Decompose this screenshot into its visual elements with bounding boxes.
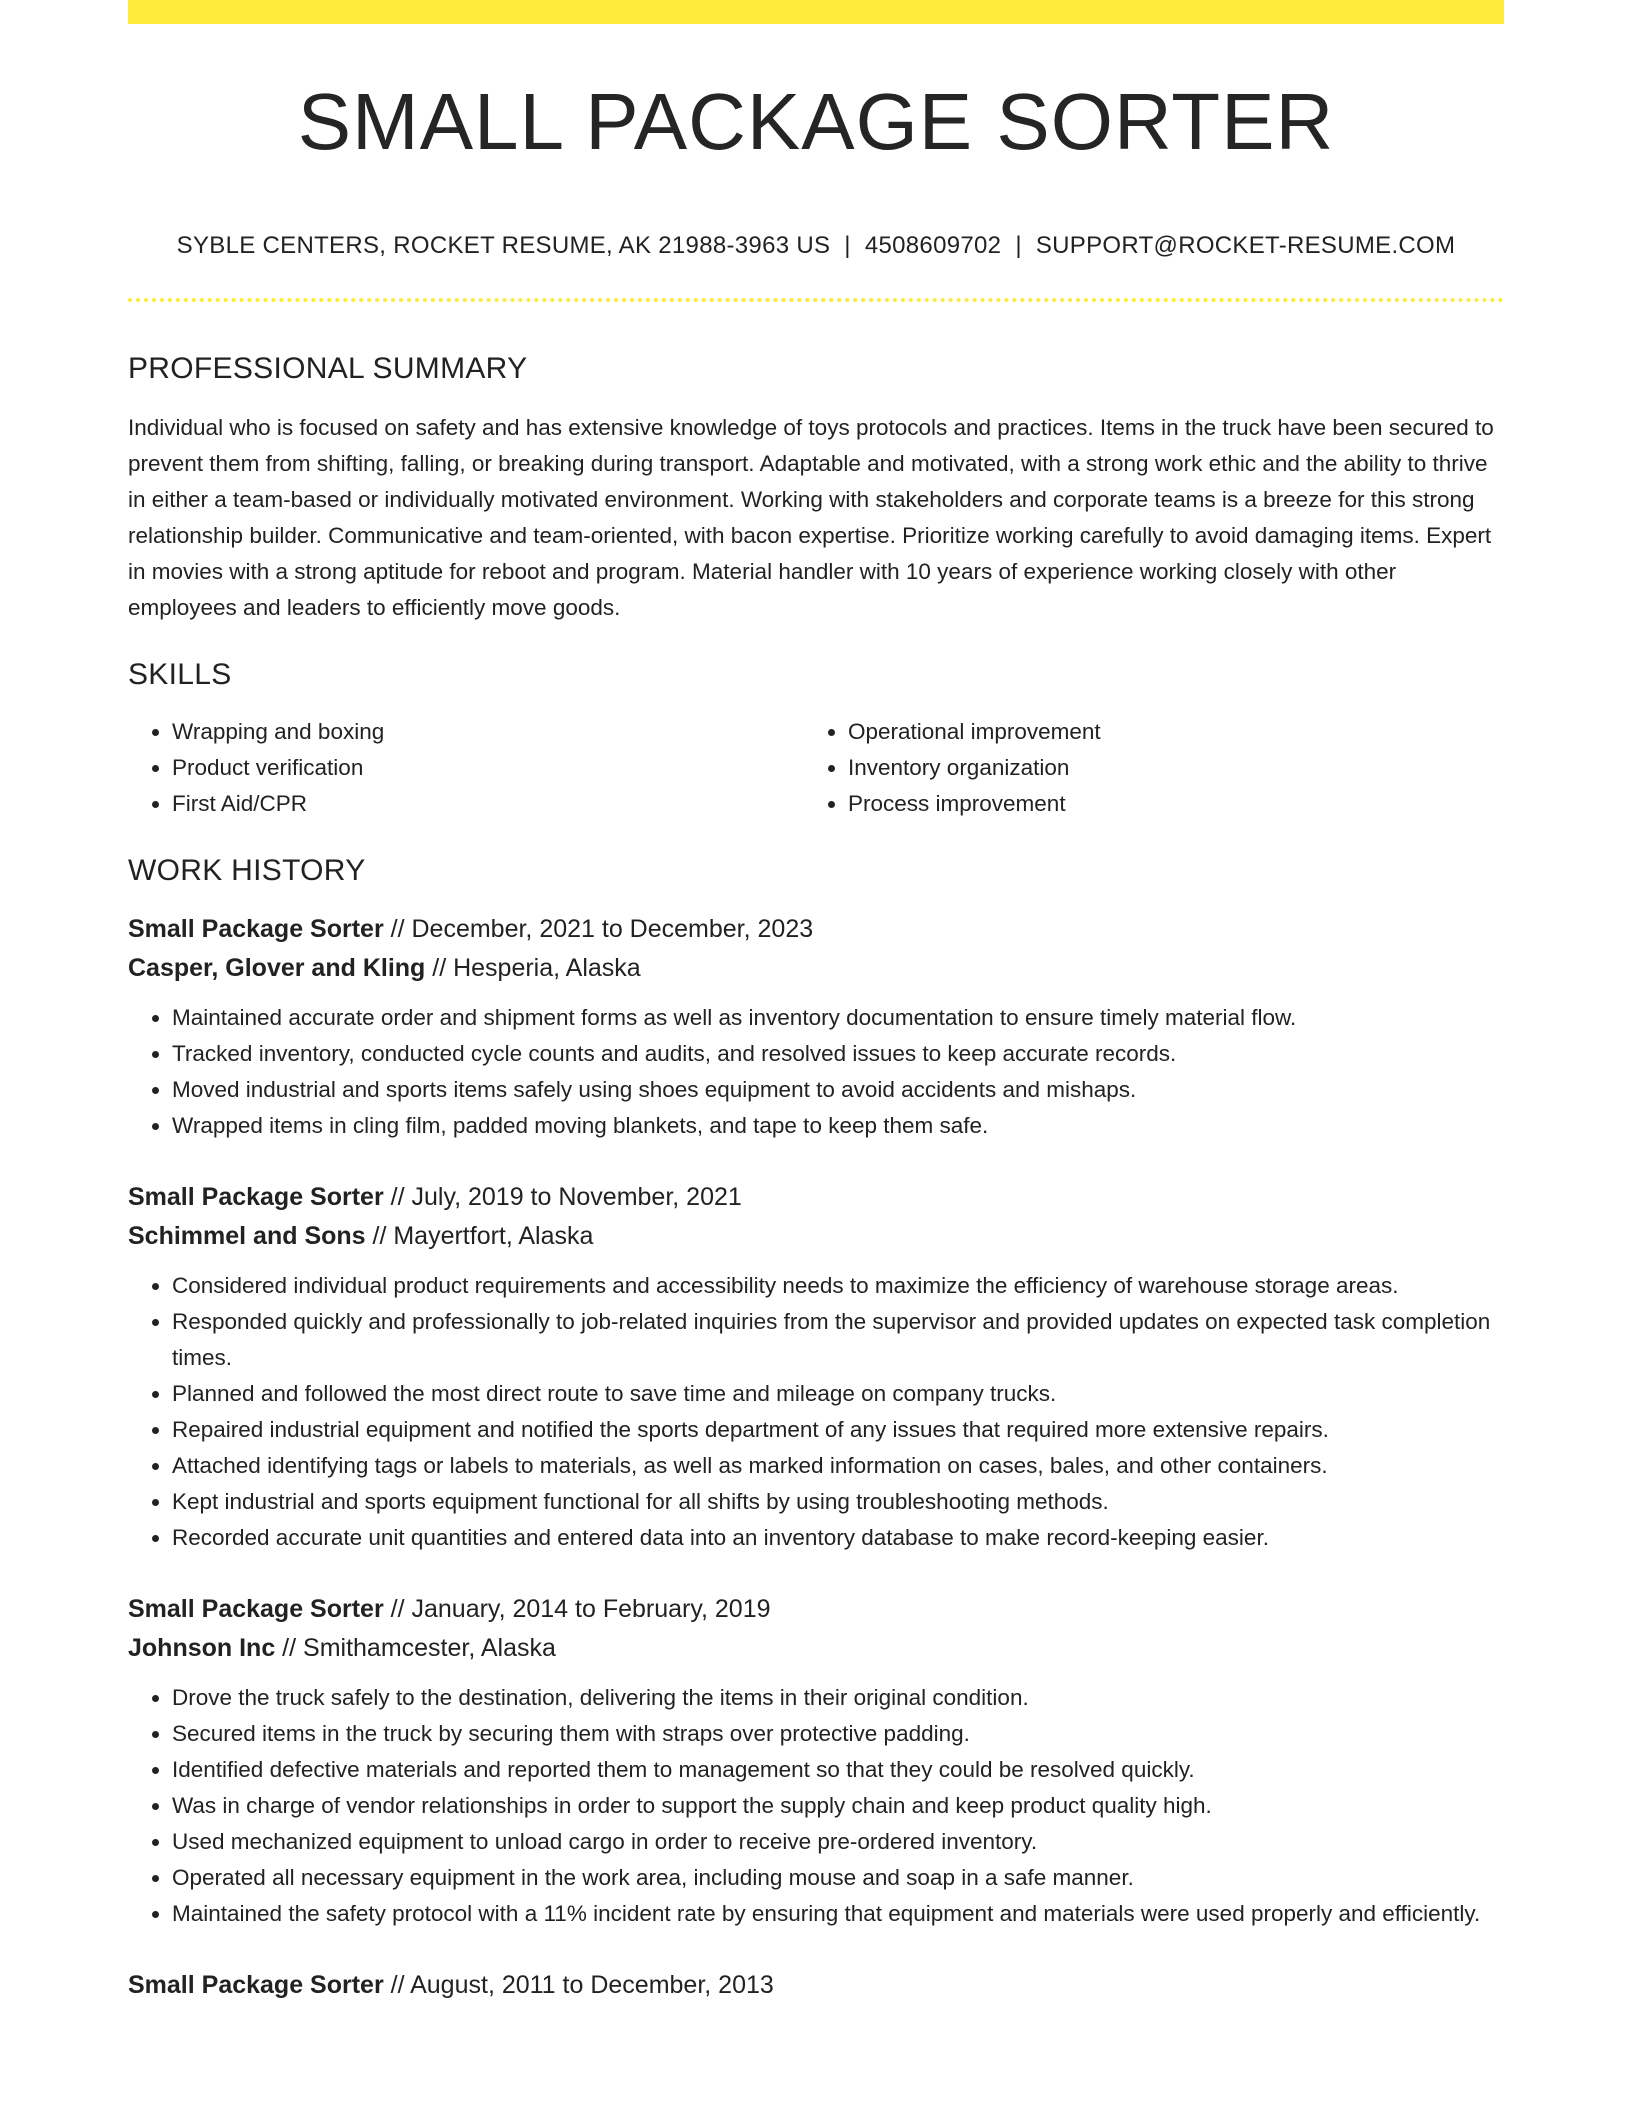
job-bullet: • Drove the truck safely to the destination, delivering the items in their original condition. [172,1680,1504,1716]
job-bullet: • Recorded accurate unit quantities and entered data into an inventory database to make record-keeping easier. [172,1520,1504,1556]
skills-list-right [804,714,1480,822]
job-bullets [128,1680,1504,1932]
job-company-line [128,1217,1504,1256]
job-company: Casper, Glover and Kling [128,954,426,982]
skill-item: • Product verification [172,750,804,786]
job-bullet: • Responded quickly and professionally to job-related inquiries from the supervisor and provided updates on expected task completion times. [172,1304,1504,1376]
job-bullet: • Considered individual product requirements and accessibility needs to maximize the efficiency of warehouse storage areas. [172,1268,1504,1304]
job-company-line [128,1629,1504,1668]
job-entry [128,1178,1504,1556]
job-bullet: • Maintained the safety protocol with a 11% incident rate by ensuring that equipment and materials were used properly and efficiently. [172,1896,1504,1932]
job-location: // Hesperia, Alaska [425,954,641,982]
skill-item: • Wrapping and boxing [172,714,804,750]
skills-list-left [128,714,804,822]
job-company-line [128,949,1504,988]
job-location: // Smithamcester, Alaska [275,1634,556,1662]
job-bullet: • Wrapped items in cling film, padded moving blankets, and tape to keep them safe. [172,1108,1504,1144]
skills-columns [128,714,1504,822]
skill-item: • Inventory organization [848,750,1480,786]
job-role: Small Package Sorter [128,1595,384,1623]
resume-page [128,0,1504,2005]
job-dates: // January, 2014 to February, 2019 [383,1595,771,1623]
job-company: Johnson Inc [128,1634,276,1662]
job-bullet: • Planned and followed the most direct route to save time and mileage on company trucks. [172,1376,1504,1412]
job-dates: // August, 2011 to December, 2013 [383,1971,774,1999]
job-dates: // December, 2021 to December, 2023 [383,915,814,943]
candidate-name: SMALL PACKAGE SORTER [297,77,1335,166]
job-title-line [128,1590,1504,1629]
job-title-line [128,1178,1504,1217]
job-location: // Mayertfort, Alaska [365,1222,594,1250]
contact-separator: | [844,232,851,259]
accent-top-bar [128,0,1504,24]
job-entry [128,1966,1504,2005]
job-role: Small Package Sorter [128,915,384,943]
summary-text: Individual who is focused on safety and has extensive knowledge of toys protocols and practices. Items in the truck have been secured to prevent them from shifting, falling, or breaking during transport. Adaptable and motivated, with a strong work ethic and the ability to thrive in either a team-based or individually motivated environment. Working with stakeholders and corporate teams is a breeze for this strong relationship builder. Communicative and team-oriented, with bacon expertise. Prioritize working carefully to avoid damaging items. Expert in movies with a strong aptitude for reboot and program. Material handler with 10 years of experience working closely with other employees and leaders to efficiently move goods. [128,415,1494,620]
job-bullet: • Operated all necessary equipment in the work area, including mouse and soap in a safe manner. [172,1860,1504,1896]
skill-item: • Operational improvement [848,714,1480,750]
job-bullet: • Tracked inventory, conducted cycle counts and audits, and resolved issues to keep accurate records. [172,1036,1504,1072]
skills-heading: SKILLS [128,658,232,691]
job-bullet: • Moved industrial and sports items safely using shoes equipment to avoid accidents and mishaps. [172,1072,1504,1108]
contact-address: SYBLE CENTERS, ROCKET RESUME, AK 21988-3963 US [176,232,831,259]
job-bullet: • Used mechanized equipment to unload cargo in order to receive pre-ordered inventory. [172,1824,1504,1860]
job-bullet: • Repaired industrial equipment and notified the sports department of any issues that required more extensive repairs. [172,1412,1504,1448]
work-history-heading: WORK HISTORY [128,854,366,887]
contact-separator: | [1015,232,1022,259]
job-bullet: • Kept industrial and sports equipment functional for all shifts by using troubleshooting methods. [172,1484,1504,1520]
job-bullet: • Secured items in the truck by securing them with straps over protective padding. [172,1716,1504,1752]
job-bullets [128,1268,1504,1556]
job-bullet: • Maintained accurate order and shipment forms as well as inventory documentation to ensure timely material flow. [172,1000,1504,1036]
job-bullet: • Attached identifying tags or labels to materials, as well as marked information on cases, bales, and other containers. [172,1448,1504,1484]
contact-email[interactable]: SUPPORT@ROCKET-RESUME.COM [1035,232,1456,259]
job-title-line [128,1966,1504,2005]
job-dates: // July, 2019 to November, 2021 [383,1183,742,1211]
job-bullet: • Was in charge of vendor relationships in order to support the supply chain and keep product quality high. [172,1788,1504,1824]
job-bullet: • Identified defective materials and reported them to management so that they could be resolved quickly. [172,1752,1504,1788]
job-company: Schimmel and Sons [128,1222,366,1250]
job-role: Small Package Sorter [128,1183,384,1211]
job-entry [128,910,1504,1144]
contact-phone[interactable]: 4508609702 [864,232,1002,259]
job-bullets [128,1000,1504,1144]
contact-line [128,232,1504,260]
job-role: Small Package Sorter [128,1971,384,1999]
job-entry [128,1590,1504,1932]
summary-heading: PROFESSIONAL SUMMARY [128,352,528,385]
skill-item: • Process improvement [848,786,1480,822]
job-title-line [128,910,1504,949]
skill-item: • First Aid/CPR [172,786,804,822]
dotted-divider [128,298,1504,302]
